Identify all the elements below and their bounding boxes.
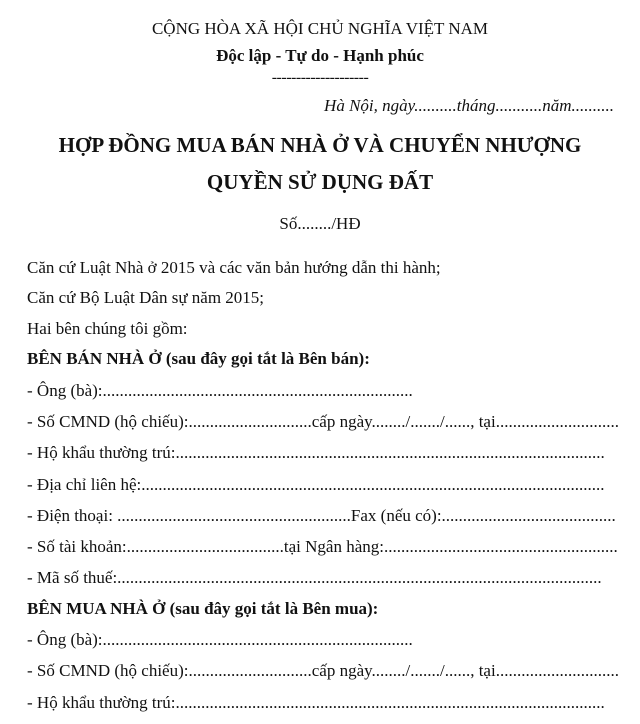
national-title: CỘNG HÒA XÃ HỘI CHỦ NGHĨA VIỆT NAM bbox=[151, 19, 489, 38]
parties-intro: Hai bên chúng tôi gồm: bbox=[27, 319, 188, 338]
document-title-line-2: QUYỀN SỬ DỤNG ĐẤT bbox=[206, 170, 434, 194]
seller-field-tax-code: - Mã số thuế:.................................................................................................................. bbox=[27, 568, 602, 587]
buyer-field-permanent-residence: - Hộ khẩu thường trú:..................................................................................................... bbox=[27, 693, 605, 712]
date-line: Hà Nội, ngày..........tháng...........năm.......... bbox=[324, 96, 614, 115]
seller-field-bank-account: - Số tài khoản:.....................................tại Ngân hàng:....................................................... bbox=[27, 537, 618, 556]
header-divider: -------------------- bbox=[271, 69, 369, 86]
seller-field-permanent-residence: - Hộ khẩu thường trú:..................................................................................................... bbox=[27, 443, 605, 462]
buyer-heading: BÊN MUA NHÀ Ở (sau đây gọi tắt là Bên mua): bbox=[27, 599, 379, 618]
document-number: Số......../HĐ bbox=[279, 214, 361, 233]
legal-basis-civil-code: Căn cứ Bộ Luật Dân sự năm 2015; bbox=[27, 288, 265, 307]
legal-basis-housing-law: Căn cứ Luật Nhà ở 2015 và các văn bản hướng dẫn thi hành; bbox=[27, 258, 441, 277]
document-title-line-1: HỢP ĐỒNG MUA BÁN NHÀ Ở VÀ CHUYỂN NHƯỢNG bbox=[58, 133, 582, 157]
seller-heading: BÊN BÁN NHÀ Ở (sau đây gọi tắt là Bên bán): bbox=[27, 349, 370, 368]
buyer-field-name: - Ông (bà):......................................................................... bbox=[27, 630, 413, 649]
seller-field-contact-address: - Địa chỉ liên hệ:............................................................................................................. bbox=[27, 475, 605, 494]
buyer-field-id-card: - Số CMND (hộ chiếu):.............................cấp ngày......../......./......, tại............................. bbox=[27, 661, 619, 680]
seller-field-phone-fax: - Điện thoại: .......................................................Fax (nếu có):......................................... bbox=[27, 506, 616, 525]
seller-field-id-card: - Số CMND (hộ chiếu):.............................cấp ngày......../......./......, tại............................. bbox=[27, 412, 619, 431]
national-motto: Độc lập - Tự do - Hạnh phúc bbox=[216, 46, 424, 65]
seller-field-name: - Ông (bà):......................................................................... bbox=[27, 381, 413, 400]
